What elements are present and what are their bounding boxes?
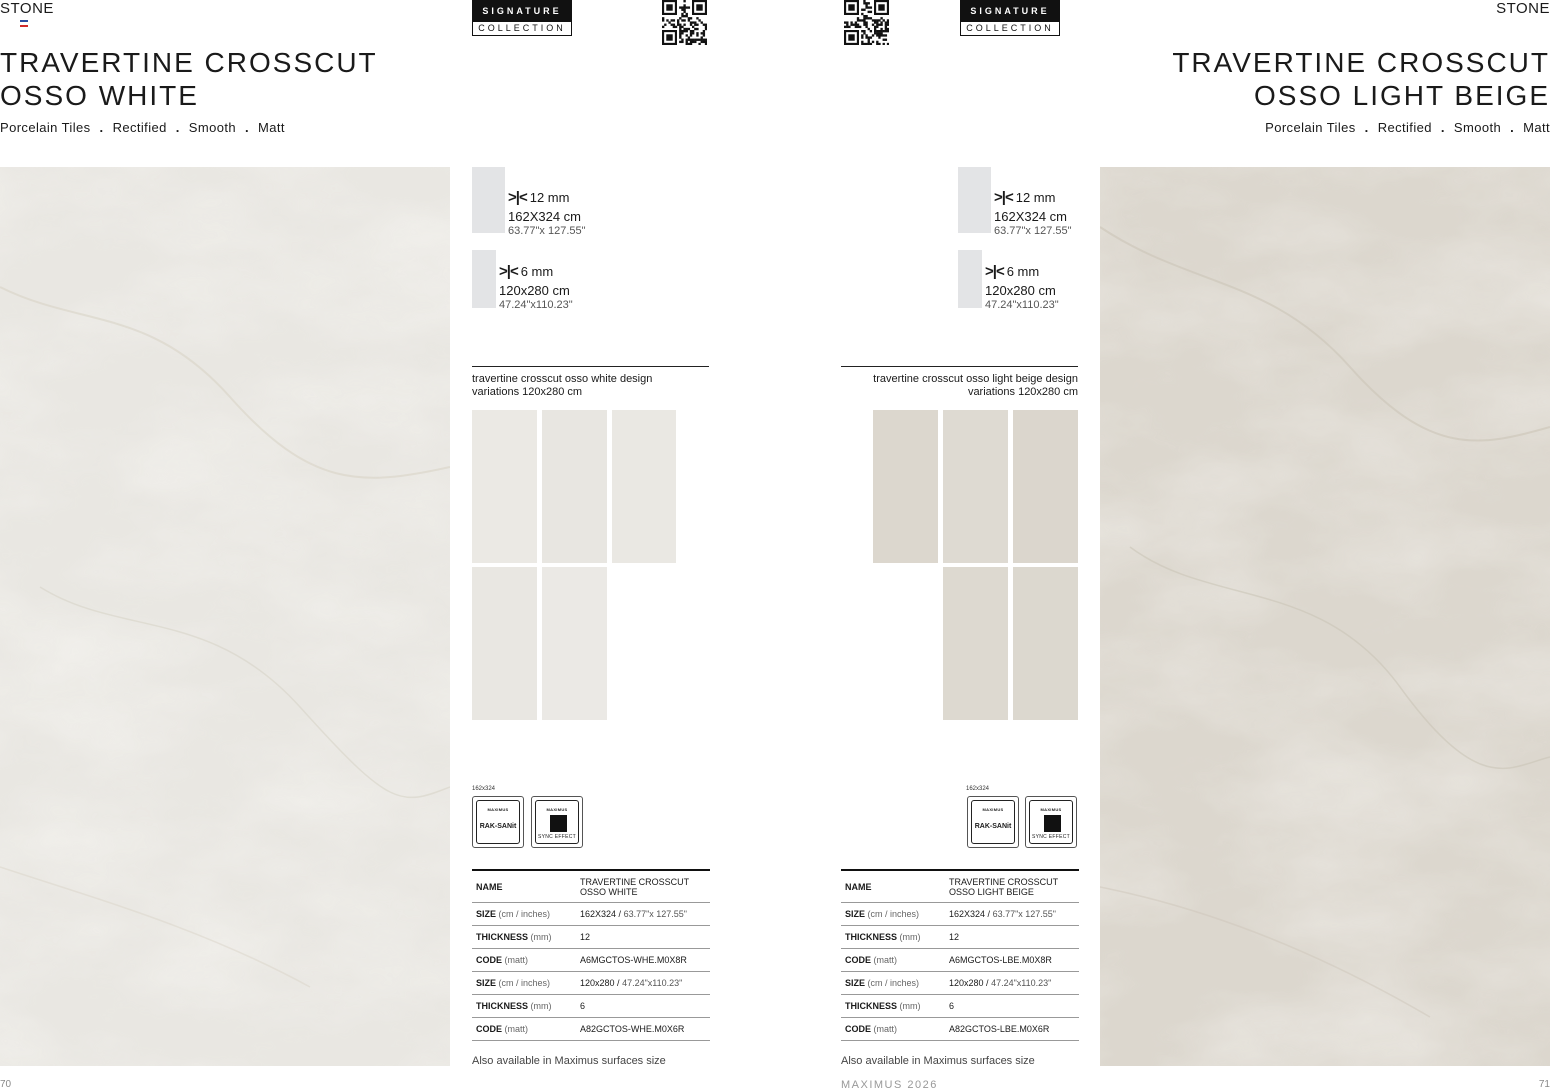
spec-table-left bbox=[472, 869, 710, 1041]
rak-sanit-badge-right: MAXIMUS RAK-SANit bbox=[967, 796, 1019, 848]
availability-note-left: Also available in Maximus surfaces size bbox=[472, 1055, 666, 1067]
section-label-right: STONE bbox=[1496, 0, 1550, 17]
table-row: NAME TRAVERTINE CROSSCUT OSSO WHITE bbox=[472, 870, 710, 903]
table-row: CODE (matt) A82GCTOS-WHE.M0X6R bbox=[472, 1018, 710, 1041]
table-row: THICKNESS (mm) 6 bbox=[472, 995, 710, 1018]
variation-tile[interactable] bbox=[873, 410, 938, 563]
variation-grid-right bbox=[873, 410, 1079, 722]
sync-effect-badge-right: MAXIMUS SYNC EFFECT bbox=[1025, 796, 1077, 848]
size-info-small-right: >|< 6 mm 120x280 cm 47.24"x110.23" bbox=[985, 263, 1059, 311]
divider-left bbox=[472, 366, 709, 367]
table-row: THICKNESS (mm) 6 bbox=[841, 995, 1079, 1018]
table-row: SIZE (cm / inches) 120x280 / 47.24"x110.23" bbox=[841, 972, 1079, 995]
variation-tile[interactable] bbox=[943, 410, 1008, 563]
table-row: CODE (matt) A6MGCTOS-LBE.M0X8R bbox=[841, 949, 1079, 972]
table-row: NAME TRAVERTINE CROSSCUT OSSO LIGHT BEIGE bbox=[841, 870, 1079, 903]
variation-tile[interactable] bbox=[542, 410, 607, 563]
page-number-left: 70 bbox=[0, 1079, 12, 1090]
qr-code-icon-left[interactable] bbox=[662, 0, 707, 45]
variation-tile[interactable] bbox=[472, 567, 537, 720]
signature-collection-logo-left: SIGNATURE COLLECTION bbox=[472, 0, 572, 36]
product-title-right: TRAVERTINE CROSSCUT OSSO LIGHT BEIGE bbox=[1172, 47, 1550, 111]
table-row: THICKNESS (mm) 12 bbox=[841, 926, 1079, 949]
table-row: SIZE (cm / inches) 120x280 / 47.24"x110.23" bbox=[472, 972, 710, 995]
size-swatch-large-left bbox=[472, 167, 505, 233]
variation-grid-left bbox=[472, 410, 712, 722]
variations-title-left: travertine crosscut osso white design variations 120x280 cm bbox=[472, 373, 653, 398]
table-row: THICKNESS (mm) 12 bbox=[472, 926, 710, 949]
sync-effect-icon bbox=[1044, 815, 1061, 832]
table-row: SIZE (cm / inches) 162X324 / 63.77"x 127.55" bbox=[472, 903, 710, 926]
qr-code-icon-right[interactable] bbox=[844, 0, 889, 45]
size-swatch-small-right bbox=[958, 250, 982, 308]
variation-tile[interactable] bbox=[1013, 410, 1078, 563]
size-info-large-left: >|< 12 mm 162X324 cm 63.77"x 127.55" bbox=[508, 189, 586, 237]
page-number-right: 71 bbox=[1538, 1079, 1550, 1090]
table-row: CODE (matt) A82GCTOS-LBE.M0X6R bbox=[841, 1018, 1079, 1041]
variation-tile[interactable] bbox=[542, 567, 607, 720]
availability-note-right: Also available in Maximus surfaces size bbox=[841, 1055, 1035, 1067]
variation-tile[interactable] bbox=[612, 410, 676, 563]
divider-right bbox=[841, 366, 1078, 367]
table-row: CODE (matt) A6MGCTOS-WHE.M0X8R bbox=[472, 949, 710, 972]
variations-title-right: travertine crosscut osso light beige design variations 120x280 cm bbox=[873, 373, 1078, 398]
size-swatch-small-left bbox=[472, 250, 496, 308]
badge-size-label-right: 162x324 bbox=[966, 786, 990, 792]
flag-icon bbox=[20, 20, 28, 27]
size-info-large-right: >|< 12 mm 162X324 cm 63.77"x 127.55" bbox=[994, 189, 1072, 237]
section-label-left: STONE bbox=[0, 0, 54, 17]
variation-tile[interactable] bbox=[1013, 567, 1078, 720]
feature-list-left: Porcelain Tiles . Rectified . Smooth . Matt bbox=[0, 120, 285, 135]
sync-effect-icon bbox=[550, 815, 567, 832]
badge-size-label-left: 162x324 bbox=[472, 786, 496, 792]
product-title-left: TRAVERTINE CROSSCUT OSSO WHITE bbox=[0, 47, 378, 111]
size-info-small-left: >|< 6 mm 120x280 cm 47.24"x110.23" bbox=[499, 263, 573, 311]
feature-list-right: Porcelain Tiles . Rectified . Smooth . Matt bbox=[1265, 120, 1550, 135]
signature-collection-logo-right: SIGNATURE COLLECTION bbox=[960, 0, 1060, 36]
sync-effect-badge-left: MAXIMUS SYNC EFFECT bbox=[531, 796, 583, 848]
spec-table-right bbox=[841, 869, 1079, 1041]
catalog-footer: MAXIMUS 2026 bbox=[841, 1079, 938, 1091]
rak-sanit-badge-left: MAXIMUS RAK-SANit bbox=[472, 796, 524, 848]
variation-tile[interactable] bbox=[943, 567, 1008, 720]
slab-image-left bbox=[0, 167, 450, 1066]
size-swatch-large-right bbox=[958, 167, 991, 233]
variation-tile[interactable] bbox=[472, 410, 537, 563]
slab-image-right bbox=[1100, 167, 1550, 1066]
table-row: SIZE (cm / inches) 162X324 / 63.77"x 127.55" bbox=[841, 903, 1079, 926]
